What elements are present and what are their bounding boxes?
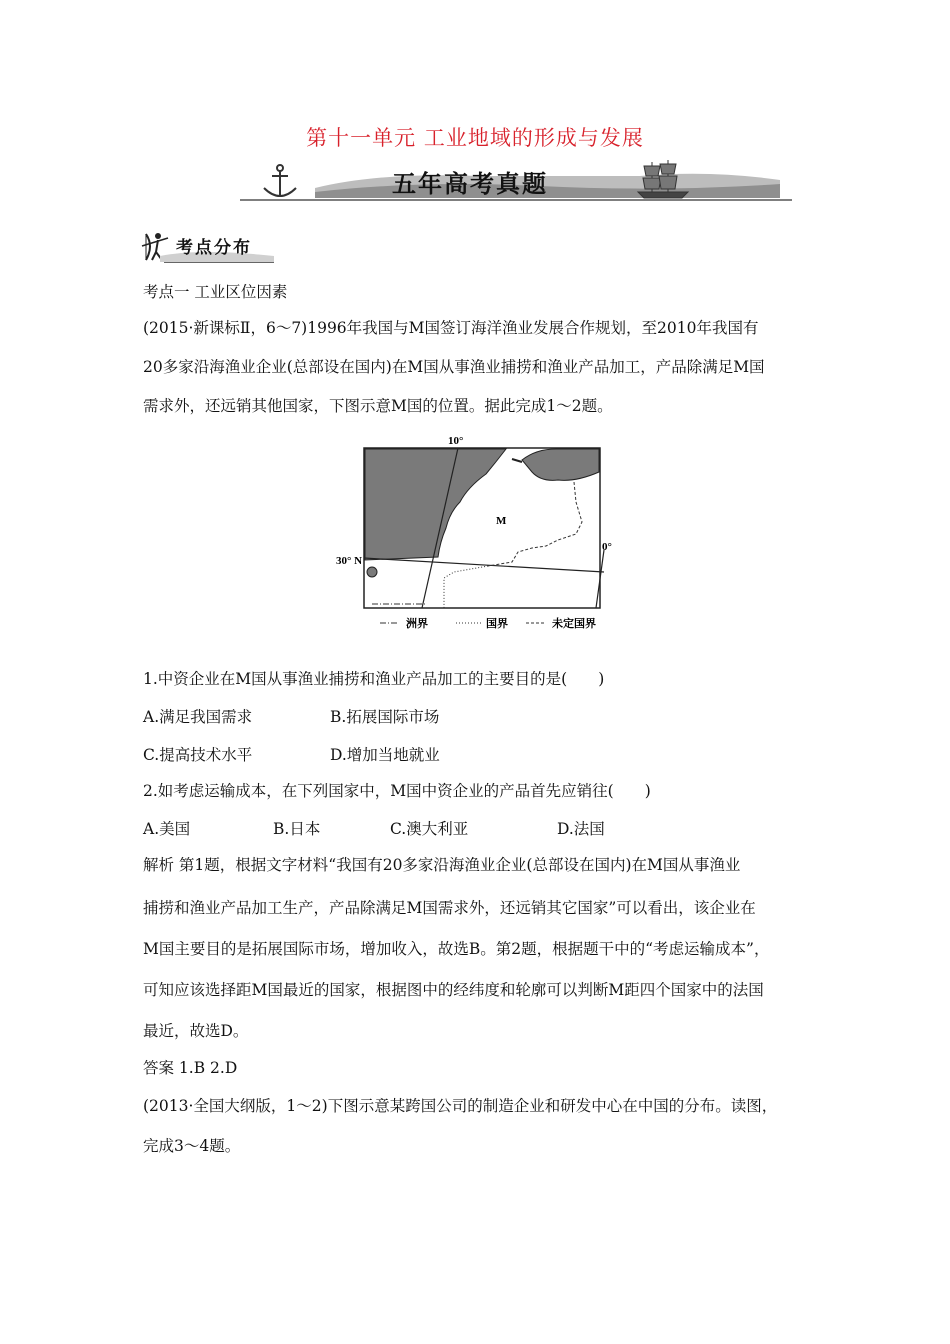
analysis-line: 捕捞和渔业产品加工生产，产品除满足M国需求外，还远销其它国家”可以看出，该企业在 (143, 899, 756, 917)
label-m: M (496, 515, 507, 527)
q1-option-d: D.增加当地就业 (330, 746, 440, 764)
passage-line: 20多家沿海渔业企业(总部设在国内)在M国从事渔业捕捞和渔业产品加工，产品除满足M国 (143, 358, 765, 376)
legend-continent: 洲界 (406, 617, 428, 630)
q1-option-a: A.满足我国需求 (143, 708, 253, 726)
map-svg (336, 432, 620, 636)
answer-line: 答案 1.B 2.D (143, 1059, 238, 1077)
passage-line: 需求外，还远销其他国家，下图示意M国的位置。据此完成1～2题。 (143, 397, 613, 415)
page-title: 第十一单元 工业地域的形成与发展 (306, 126, 644, 150)
passage-line: (2015·新课标Ⅱ，6～7)1996年我国与M国签订海洋渔业发展合作规划，至2010年我国有 (143, 319, 759, 337)
analysis-line: M国主要目的是拓展国际市场，增加收入，故选B。第2题，根据题干中的“考虑运输成本”， (143, 940, 770, 958)
q2-option-b: B.日本 (273, 820, 321, 838)
map-figure (336, 432, 620, 636)
q2-option-c: C.澳大利亚 (390, 820, 469, 838)
analysis-line: 解析 第1题，根据文字材料“我国有20多家沿海渔业企业(总部设在国内)在M国从事渔业 (143, 856, 741, 874)
question-2-stem: 2.如考虑运输成本，在下列国家中，M国中资企业的产品首先应销往( ) (143, 782, 651, 800)
anchor-icon (264, 165, 296, 196)
q1-option-c: C.提高技术水平 (143, 746, 253, 764)
q2-option-a: A.美国 (143, 820, 191, 838)
legend-undefined: 未定国界 (552, 617, 596, 630)
passage2-line: 完成3～4题。 (143, 1137, 241, 1155)
question-1-stem: 1.中资企业在M国从事渔业捕捞和渔业产品加工的主要目的是( ) (143, 670, 605, 688)
section-heading (140, 226, 280, 266)
q1-option-b: B.拓展国际市场 (330, 708, 440, 726)
label-30n: 30° N (336, 555, 363, 567)
section-heading-label: 考点分布 (176, 238, 252, 258)
passage2-line: (2013·全国大纲版，1～2)下图示意某跨国公司的制造企业和研发中心在中国的分布。读图， (143, 1097, 778, 1115)
banner-text: 五年高考真题 (392, 170, 548, 198)
label-10: 10° (448, 435, 464, 447)
topic-heading: 考点一 工业区位因素 (143, 283, 288, 301)
header-banner (240, 158, 792, 206)
analysis-line: 可知应该选择距M国最近的国家，根据图中的经纬度和轮廓可以判断M距四个国家中的法国 (143, 981, 764, 999)
q2-option-d: D.法国 (557, 820, 605, 838)
legend-national: 国界 (486, 617, 508, 630)
analysis-line: 最近，故选D。 (143, 1022, 249, 1040)
label-0: 0° (602, 541, 612, 553)
